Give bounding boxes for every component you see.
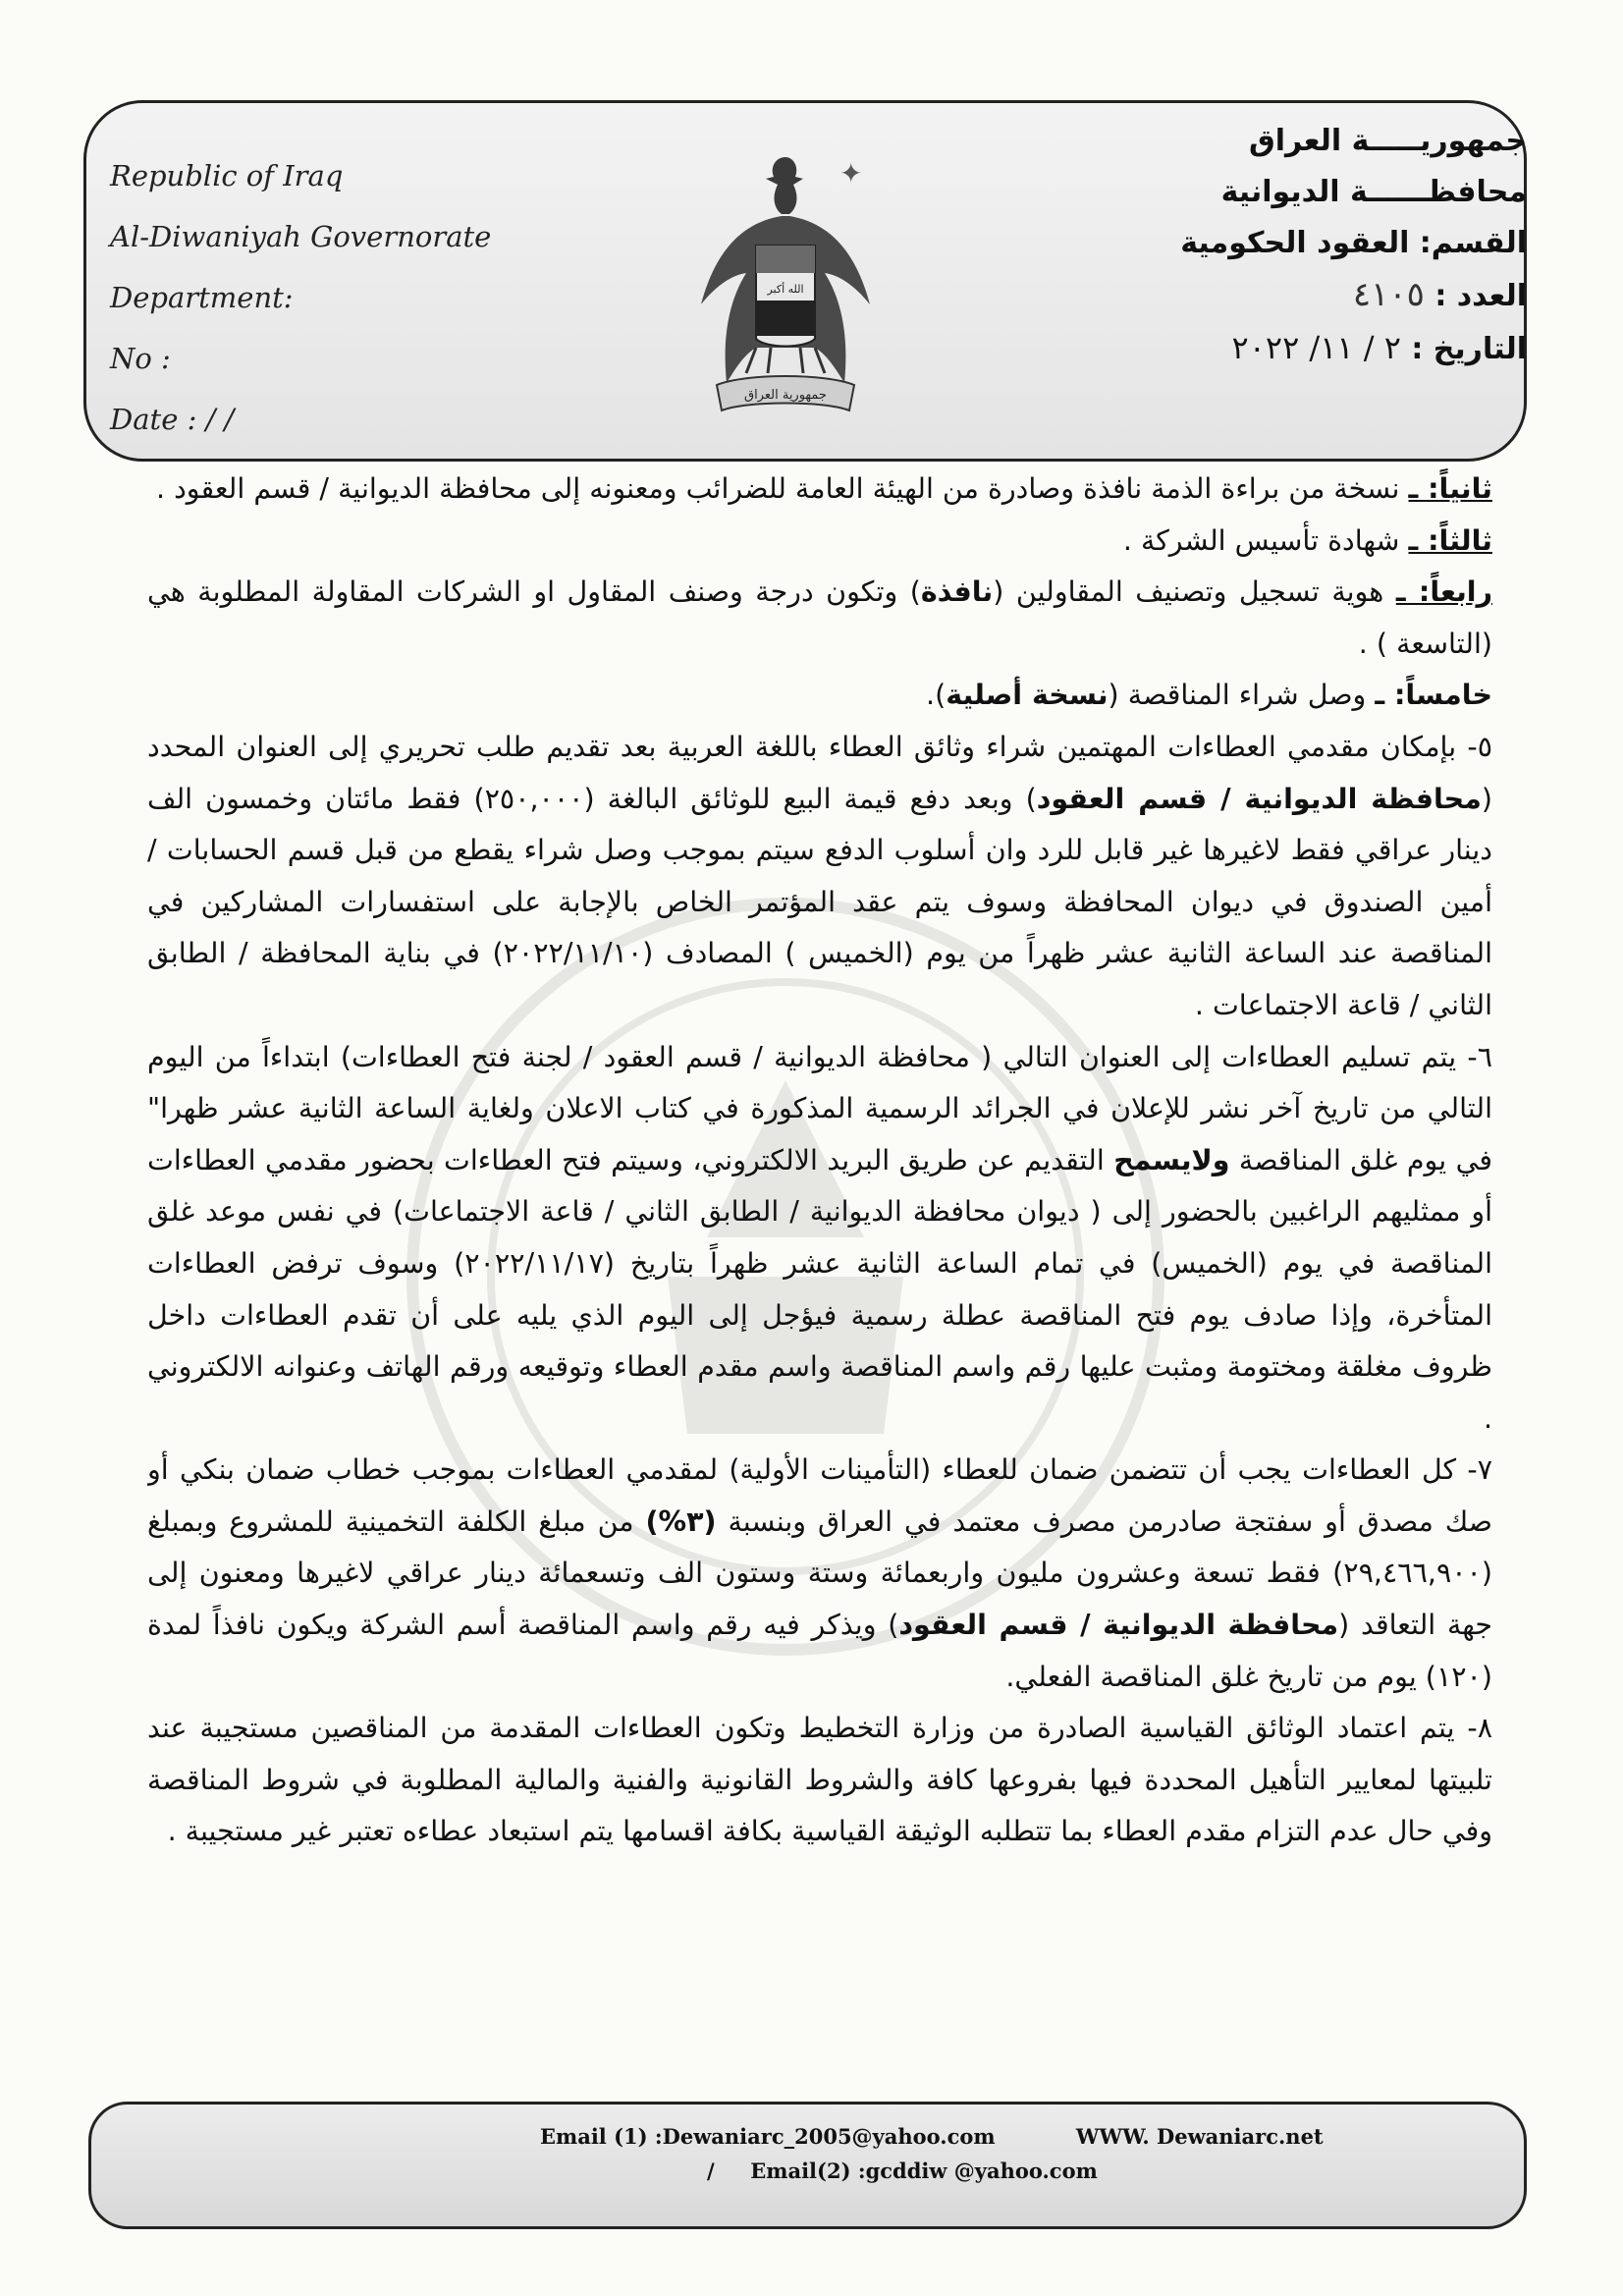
- clause-fifth-text-b: ).: [926, 679, 947, 712]
- english-date: Date : / /: [110, 403, 235, 436]
- english-governorate: Al-Diwaniyah Governorate: [110, 220, 492, 253]
- clause-7-bold-a: (٣%): [645, 1504, 717, 1538]
- english-country: Republic of Iraq: [110, 159, 344, 192]
- clause-third-label: ثالثاً: ـ: [1408, 523, 1492, 557]
- clause-6-text-b: التقديم عن طريق البريد الالكتروني، وسيتم فتح العطاءات بحضور مقدمي العطاءات أو ممثليهم الراغبين بالحضور إلى ( ديوان محافظة الديوانية / الطابق الثاني / قاعة الاجتماعات) في نفس موعد غلق المناقصة في يوم (الخميس) في تمام الساعة الثانية عشر ظهراً بتاريخ (٢٠٢٢/١١/١٧) وسوف ترفض العطاءات المتأخرة، وإذا صادف يوم فتح المناقصة عطلة رسمية فيؤجل إلى اليوم الذي يليه على أن تقدم العطاءات داخل ظروف مغلقة ومختومة ومثبت عليها رقم واسم المناقصة واسم مقدم العطاء وتوقيعه ورقم الهاتف وعنوانه الالكتروني .: [147, 1143, 1492, 1435]
- clause-7: [147, 1445, 1492, 1703]
- clause-5: [147, 722, 1492, 1032]
- emblem-scroll-text: جمهورية العراق: [744, 388, 827, 403]
- footer-contact-line-2: [707, 2159, 1098, 2183]
- document-body: [147, 464, 1492, 2084]
- footer-email-2: Email(2) :gcddiw @yahoo.com: [750, 2159, 1098, 2183]
- clause-fourth-bold: نافذة: [920, 575, 994, 609]
- footer-email-1: Email (1) :Dewaniarc_2005@yahoo.com: [540, 2124, 996, 2149]
- arabic-department: القسم: العقود الحكومية: [1180, 226, 1527, 260]
- clause-fifth: [147, 670, 1492, 722]
- clause-7-text-b: من مبلغ الكلفة التخمينية للمشروع وبمبلغ (٢٩,٤٦٦,٩٠٠) فقط تسعة وعشرون مليون واربعمائة وستة وستون الف وتسعمائة دينار عراقي لاغيرها ومعنون إلى جهة التعاقد (: [147, 1504, 1492, 1642]
- footer-website: WWW. Dewaniarc.net: [1075, 2124, 1324, 2149]
- emblem-banner-text: الله أكبر: [767, 283, 804, 296]
- clause-8: [147, 1703, 1492, 1858]
- clause-fifth-text-a: وصل شراء المناقصة (: [1108, 679, 1376, 712]
- arabic-governorate: محافظــــــة الديوانية: [1220, 175, 1527, 209]
- clause-second-text: نسخة من براءة الذمة نافذة وصادرة من الهيئة العامة للضرائب ومعنونه إلى محافظة الديوانية / قسم العقود .: [155, 472, 1409, 505]
- english-department: Department:: [110, 281, 294, 314]
- clause-fifth-label: خامساً: ـ: [1375, 679, 1492, 712]
- arabic-number-line: [1065, 269, 1527, 322]
- clause-second: [147, 464, 1492, 516]
- clause-fourth-label: رابعاً: ـ: [1395, 575, 1492, 609]
- clause-6-text-a: ٦- يتم تسليم العطاءات إلى العنوان التالي ( محافظة الديوانية / قسم العقود / لجنة فتح العطاءات) ابتداءاً من اليوم التالي من تاريخ آخر نشر للإعلان في الجرائد الرسمية المذكورة في كتاب الاعلان ولغاية الساعة الثانية عشر ظهرا" في يوم غلق المناقصة: [147, 1040, 1492, 1176]
- clause-fourth-text-a: هوية تسجيل وتصنيف المقاولين (: [993, 575, 1396, 609]
- clause-second-label: ثانياً: ـ: [1408, 472, 1492, 505]
- clause-third: [147, 516, 1492, 568]
- clause-7-text-a: ٧- كل العطاءات يجب أن تتضمن ضمان للعطاء (التأمينات الأولية) لمقدمي العطاءات بموجب خطاب ضمان بنكي أو صك مصدق أو سفتجة صادرمن مصرف معتمد في العراق وبنسبة: [147, 1453, 1492, 1538]
- clause-fourth-text-b: ) وتكون درجة وصنف المقاول او الشركات المقاولة المطلوبة هي (التاسعة ) .: [147, 575, 1492, 660]
- clause-5-text-a: ٥- بإمكان مقدمي العطاءات المهتمين شراء وثائق العطاء باللغة العربية بعد تقديم طلب تحريري إلى العنوان المحدد (: [147, 730, 1492, 815]
- footer-slash: /: [707, 2159, 715, 2183]
- clause-8-text: ٨- يتم اعتماد الوثائق القياسية الصادرة من وزارة التخطيط وتكون العطاءات المقدمة من المناقصين مستجيبة عند تلبيتها لمعايير التأهيل المحددة فيها بفروعها كافة والشروط القانونية والفنية والمالية المطلوبة في شروط المناقصة وفي حال عدم التزام مقدم العطاء بما تتطلبه الوثيقة القياسية بكافة اقسامها يتم استبعاد عطاءه تعتبر غير مستجيبة .: [147, 1712, 1492, 1848]
- stamp-mark-icon: ✦: [839, 157, 863, 190]
- clause-6-bold: ولايسمح: [1113, 1143, 1230, 1176]
- arabic-date-line: [1065, 322, 1527, 375]
- arabic-letterhead: [1065, 116, 1527, 375]
- clause-7-bold-b: محافظة الديوانية / قسم العقود: [898, 1609, 1339, 1642]
- arabic-number-value: ٤١٠٥: [1352, 275, 1425, 314]
- english-number: No :: [110, 342, 171, 375]
- arabic-date-label: التاريخ :: [1411, 332, 1527, 366]
- arabic-country: جمهوريـــــة العراق: [1248, 124, 1527, 158]
- english-letterhead: [110, 145, 522, 450]
- clause-5-bold: محافظة الديوانية / قسم العقود: [1036, 782, 1482, 815]
- clause-third-text: شهادة تأسيس الشركة .: [1122, 523, 1409, 557]
- clause-fourth: [147, 567, 1492, 670]
- footer-contact-line: [540, 2124, 1324, 2149]
- clause-5-text-b: ) وبعد دفع قيمة البيع للوثائق البالغة (٢٥٠,٠٠٠) فقط مائتان وخمسون الف دينار عراقي فقط لاغيرها غير قابل للرد وان أسلوب الدفع سيتم بموجب وصل شراء يقطع من قبل قسم الحسابات / أمين الصندوق في ديوان المحافظة وسوف يتم عقد المؤتمر الخاص بالإجابة على استفسارات المشاركين في المناقصة عند الساعة الثانية عشر ظهراً من يوم (الخميس ) المصادف (٢٠٢٢/١١/١٠) في بناية المحافظة / الطابق الثاني / قاعة الاجتماعات .: [147, 782, 1492, 1021]
- clause-6: [147, 1032, 1492, 1446]
- clause-7-text-c: ) ويذكر فيه رقم واسم المناقصة أسم الشركة ويكون نافذاً لمدة (١٢٠) يوم من تاريخ غلق المناقصة الفعلي.: [147, 1609, 1492, 1693]
- arabic-date-value: ٢ / ١١/ ٢٠٢٢: [1231, 329, 1401, 366]
- arabic-number-label: العدد :: [1434, 279, 1527, 313]
- clause-fifth-bold: نسخة أصلية: [946, 679, 1109, 712]
